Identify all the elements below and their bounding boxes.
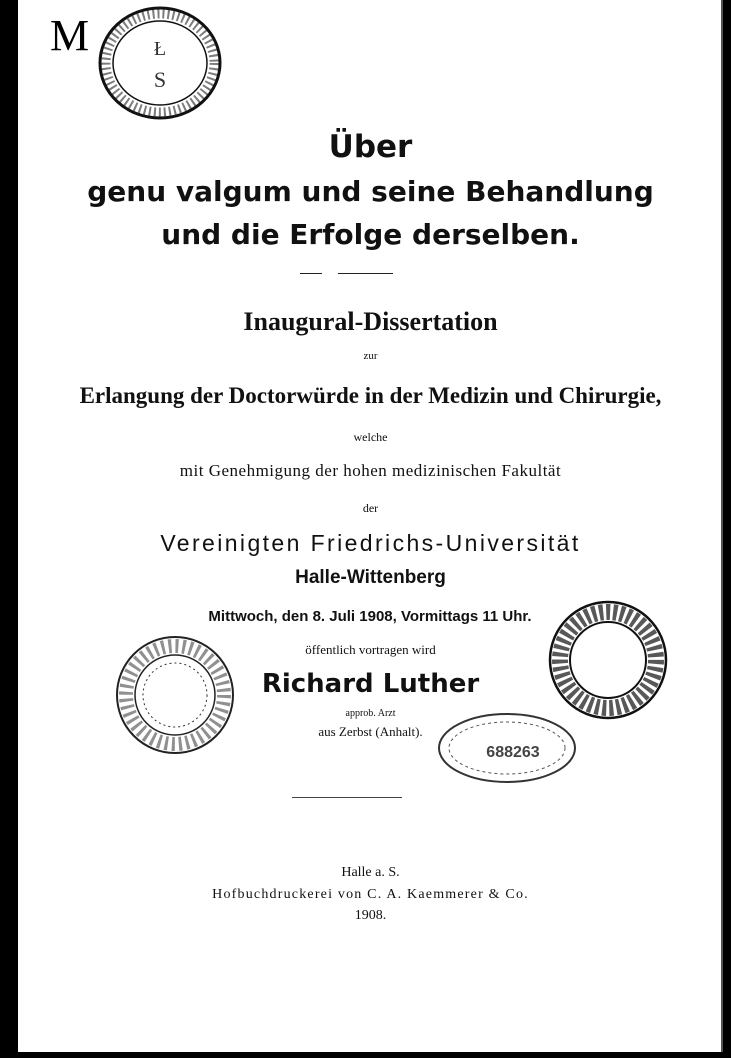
scan-edge-left — [0, 0, 18, 1058]
scan-edge-right — [723, 0, 731, 1058]
title-line-1: Über — [328, 129, 413, 165]
divider-arrows — [292, 797, 402, 798]
dissertation-heading: Inaugural-Dissertation — [243, 307, 498, 336]
author-title: approb. Arzt — [345, 708, 396, 719]
library-stamp-left — [110, 630, 240, 760]
defense-date: Mittwoch, den 8. Juli 1908, Vormittags 11 Uhr. — [208, 608, 532, 625]
university-name: Vereinigten Friedrichs-Universität — [160, 530, 581, 556]
library-stamp-top — [96, 5, 226, 125]
welche-text: welche — [353, 430, 388, 444]
academy-stamp-right — [546, 598, 671, 723]
der-text: der — [362, 501, 379, 515]
approval-text: mit Genehmigung der hohen medizinischen Fakultät — [179, 461, 562, 480]
stamp-top-center-bottom: S — [153, 67, 167, 92]
imprint-place: Halle a. S. — [341, 865, 400, 880]
author-name: Richard Luther — [261, 669, 480, 699]
divider-short — [300, 273, 322, 274]
dissertation-purpose: Erlangung der Doctorwürde in der Medizin und Chirurgie, — [79, 383, 662, 408]
author-origin: aus Zerbst (Anhalt). — [318, 724, 423, 739]
stamp-top-center-top: Ł — [153, 38, 167, 60]
inventory-number: 688263 — [486, 744, 540, 761]
imprint-year: 1908. — [354, 908, 387, 923]
divider-long — [338, 273, 393, 274]
title-line-3: und die Erfolge derselben. — [161, 218, 580, 251]
defense-note: öffentlich vortragen wird — [305, 642, 436, 657]
inventory-oval-stamp — [435, 708, 580, 788]
zur-text: zur — [363, 350, 378, 362]
shelfmark: M — [50, 11, 90, 60]
university-city: Halle-Wittenberg — [295, 567, 446, 588]
title-line-2: genu valgum und seine Behandlung — [87, 175, 654, 208]
imprint-printer: Hofbuchdruckerei von C. A. Kaemmerer & Co. — [212, 887, 529, 902]
scan-edge-bottom — [0, 1052, 731, 1058]
